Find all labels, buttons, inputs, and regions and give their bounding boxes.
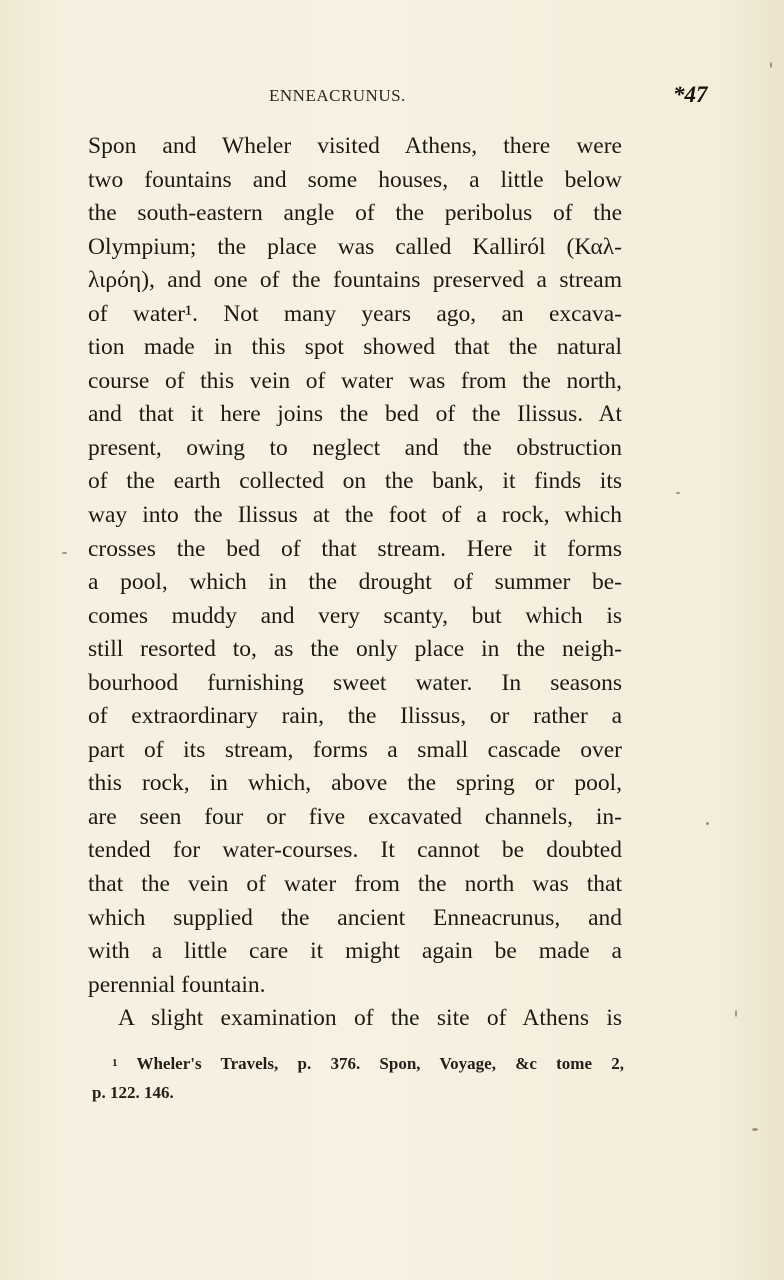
text-line: way into the Ilissus at the foot of a rock, which <box>88 502 622 529</box>
text-line: two fountains and some houses, a little below <box>88 166 622 193</box>
text-line: are seen four or five excavated channels, in- <box>88 803 622 830</box>
text-line: bourhood furnishing sweet water. In seasons <box>88 669 622 696</box>
text-line: that the vein of water from the north was that <box>88 871 622 898</box>
text-line: with a little care it might again be made a <box>88 938 622 965</box>
body-text <box>88 130 622 1036</box>
text-line: a pool, which in the drought of summer be- <box>88 569 622 596</box>
text-line: which supplied the ancient Enneacrunus, and <box>88 904 622 931</box>
text-line: of water¹. Not many years ago, an excava- <box>88 300 622 327</box>
paper-speck <box>752 1128 758 1131</box>
footnote <box>92 1048 624 1108</box>
running-head <box>0 82 784 110</box>
page-number: *47 <box>673 82 708 107</box>
text-line: crosses the bed of that stream. Here it forms <box>88 535 622 562</box>
text-line: tended for water-courses. It cannot be doubted <box>88 837 622 864</box>
footnote-text: Wheler's Travels, p. 376. Spon, Voyage, &c tome 2, <box>136 1054 624 1073</box>
text-line: λιρόη), and one of the fountains preserved a stream <box>88 267 622 294</box>
footnote-line <box>92 1048 624 1078</box>
paragraph-end-line: perennial fountain. <box>88 971 266 998</box>
text-line: course of this vein of water was from the north, <box>88 367 622 394</box>
text-line: of extraordinary rain, the Ilissus, or rather a <box>88 703 622 730</box>
paper-speck <box>735 1010 737 1017</box>
text-line: part of its stream, forms a small cascade over <box>88 736 622 763</box>
text-line: comes muddy and very scanty, but which is <box>88 602 622 629</box>
text-line: Olympium; the place was called Kalliról (Καλ- <box>88 233 622 260</box>
paper-speck <box>770 62 772 68</box>
paper-speck <box>706 822 709 825</box>
text-line: tion made in this spot showed that the natural <box>88 334 622 361</box>
paper-speck <box>676 492 680 494</box>
text-line: the south-eastern angle of the peribolus of the <box>88 200 622 227</box>
footnote-line: p. 122. 146. <box>92 1083 174 1102</box>
text-line: present, owing to neglect and the obstruction <box>88 434 622 461</box>
text-line: still resorted to, as the only place in the neigh- <box>88 636 622 663</box>
text-line: Spon and Wheler visited Athens, there were <box>88 133 622 159</box>
running-head-title: ENNEACRUNUS. <box>269 86 406 105</box>
text-line: this rock, in which, above the spring or pool, <box>88 770 622 797</box>
paper-speck <box>62 552 67 554</box>
text-line: of the earth collected on the bank, it finds its <box>88 468 622 495</box>
paragraph-start-line: A slight examination of the site of Athens is <box>118 1005 622 1032</box>
footnote-marker: 1 <box>112 1057 118 1069</box>
text-line: and that it here joins the bed of the Ilissus. At <box>88 401 622 428</box>
